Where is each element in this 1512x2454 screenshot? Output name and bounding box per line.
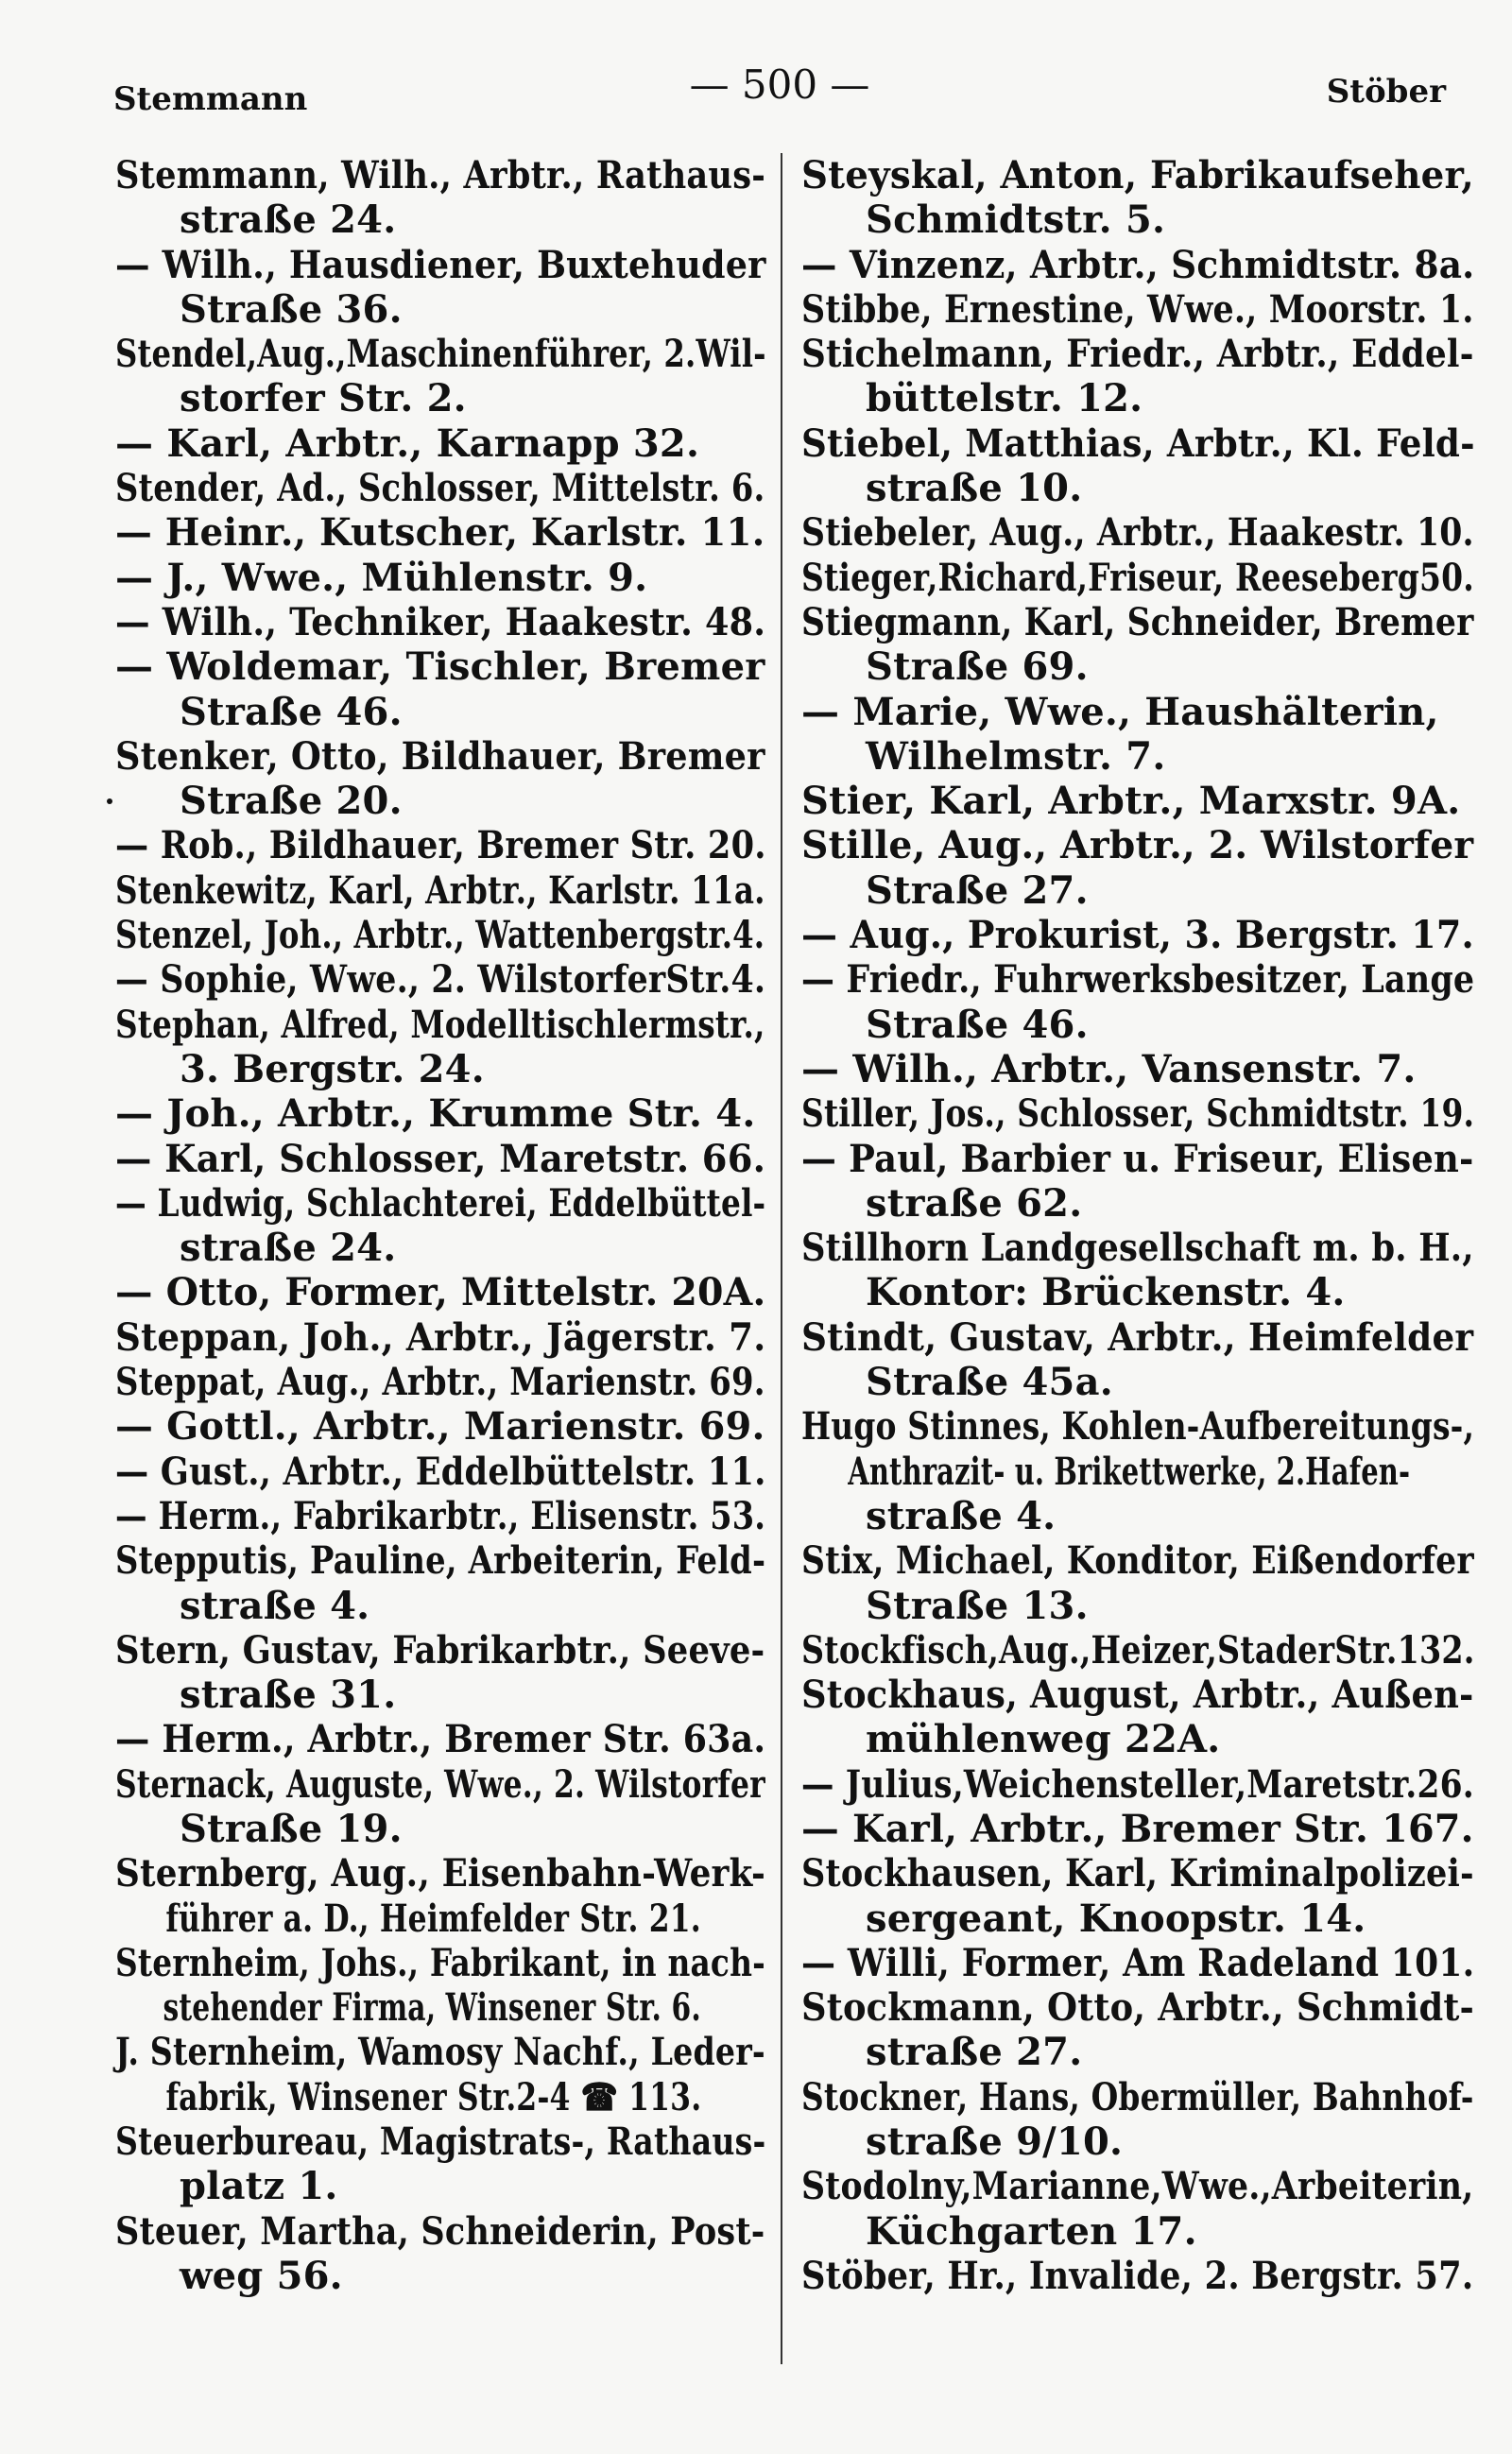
- directory-entry: [801, 779, 1474, 823]
- directory-entry: [115, 1003, 765, 1092]
- entry-line: Stenzel, Joh., Arbtr., Wattenbergstr.4.: [115, 913, 765, 958]
- entry-line: Stiebel, Matthias, Arbtr., Kl. Feld-: [801, 420, 1475, 466]
- entry-line: — Herm., Arbtr., Bremer Str. 63a.: [115, 1717, 766, 1762]
- margin-mark: [107, 798, 112, 804]
- directory-entry: [115, 1762, 765, 1852]
- directory-entry: [115, 1181, 765, 1271]
- directory-entry: [801, 1673, 1474, 1762]
- directory-entry: [801, 1538, 1474, 1628]
- directory-entry: [115, 1270, 765, 1314]
- directory-entry: [115, 1941, 765, 2031]
- directory-entry: [115, 734, 765, 824]
- directory-entry: [115, 1315, 765, 1360]
- entry-line: — Herm., Fabrikarbtr., Elisenstr. 53.: [115, 1493, 766, 1538]
- entry-line: Stenker, Otto, Bildhauer, Bremer: [115, 733, 765, 779]
- directory-entry: [801, 421, 1474, 511]
- entry-continuation-line: straße 24.: [180, 197, 397, 243]
- entry-continuation-line: Schmidtstr. 5.: [866, 197, 1166, 243]
- entry-continuation-line: straße 10.: [866, 466, 1083, 511]
- running-head-right: Stöber: [1326, 73, 1446, 111]
- directory-entry: [115, 1450, 765, 1494]
- directory-entry: [801, 1941, 1474, 1985]
- entry-line: Sternheim, Johs., Fabrikant, in nach-: [115, 1940, 765, 1985]
- entry-continuation-line: straße 4.: [180, 1583, 370, 1628]
- column-divider: [781, 153, 782, 2364]
- entry-continuation-line: sergeant, Knoopstr. 14.: [866, 1896, 1366, 1941]
- directory-entry: [115, 153, 765, 243]
- directory-entry: [801, 510, 1474, 555]
- entry-line: — Woldemar, Tischler, Bremer: [115, 644, 765, 690]
- entry-line: — Marie, Wwe., Haushälterin,: [801, 689, 1439, 734]
- right-column: [801, 153, 1474, 2298]
- entry-line: — Willi, Former, Am Radeland 101.: [801, 1940, 1475, 1985]
- directory-entry: [801, 1985, 1474, 2075]
- entry-continuation-line: straße 31.: [180, 1673, 397, 1718]
- entry-continuation-line: Straße 69.: [866, 644, 1089, 690]
- directory-entry: [801, 2164, 1474, 2254]
- entry-line: — Sophie, Wwe., 2. WilstorferStr.4.: [115, 957, 766, 1003]
- entry-continuation-line: Kontor: Brückenstr. 4.: [866, 1270, 1346, 1315]
- entry-line: Stepputis, Pauline, Arbeiterin, Feld-: [115, 1538, 766, 1584]
- entry-line: Stenkewitz, Karl, Arbtr., Karlstr. 11a.: [115, 867, 765, 913]
- entry-line: — Joh., Arbtr., Krumme Str. 4.: [115, 1091, 756, 1137]
- directory-entry: [801, 287, 1474, 332]
- directory-entry: [801, 1091, 1474, 1136]
- entry-line: Stockhaus, August, Arbtr., Außen-: [801, 1673, 1474, 1718]
- entry-line: Stockhausen, Karl, Kriminalpolizei-: [801, 1851, 1474, 1896]
- entry-line: Steyskal, Anton, Fabrikaufseher,: [801, 153, 1474, 197]
- entry-line: Stiebeler, Aug., Arbtr., Haakestr. 10.: [801, 510, 1474, 556]
- entry-line: — Gust., Arbtr., Eddelbüttelstr. 11.: [115, 1449, 766, 1494]
- directory-entry: [801, 1762, 1474, 1807]
- entry-continuation-line: straße 27.: [866, 2030, 1083, 2075]
- directory-entry: [115, 1091, 765, 1136]
- directory-entry: [115, 868, 765, 913]
- entry-line: Stix, Michael, Konditor, Eißendorfer: [801, 1538, 1474, 1584]
- directory-entry: [801, 600, 1474, 690]
- entry-line: Stier, Karl, Arbtr., Marxstr. 9A.: [801, 779, 1461, 824]
- directory-entry: [801, 823, 1474, 913]
- directory-entry: [115, 1717, 765, 1761]
- directory-entry: [115, 600, 765, 644]
- entry-continuation-line: straße 62.: [866, 1180, 1083, 1226]
- directory-entry: [115, 332, 765, 421]
- directory-entry: [115, 510, 765, 555]
- entry-line: — Wilh., Hausdiener, Buxtehuder: [115, 242, 766, 287]
- entry-line: — Vinzenz, Arbtr., Schmidtstr. 8a.: [801, 242, 1475, 287]
- directory-entry: [801, 1137, 1474, 1227]
- running-head-left: Stemmann: [113, 80, 308, 118]
- entry-continuation-line: 3. Bergstr. 24.: [180, 1046, 485, 1091]
- entry-line: Stendel,Aug.,Maschinenführer, 2.Wil-: [115, 332, 766, 377]
- entry-line: Stockner, Hans, Obermüller, Bahnhof-: [801, 2074, 1474, 2119]
- directory-entry: [801, 1315, 1474, 1405]
- entry-line: — Friedr., Fuhrwerksbesitzer, Lange: [801, 957, 1475, 1003]
- entry-line: Stille, Aug., Arbtr., 2. Wilstorfer: [801, 823, 1474, 868]
- entry-line: Steppan, Joh., Arbtr., Jägerstr. 7.: [115, 1314, 766, 1360]
- entry-line: — Karl, Arbtr., Karnapp 32.: [115, 420, 700, 466]
- entry-line: Stodolny,Marianne,Wwe.,Arbeiterin,: [801, 2164, 1474, 2209]
- directory-entry: [115, 1628, 765, 1718]
- directory-entry: [115, 243, 765, 333]
- page-header: [113, 52, 1446, 128]
- directory-entry: [801, 332, 1474, 421]
- directory-entry: [801, 1807, 1474, 1851]
- entry-line: — Wilh., Techniker, Haakestr. 48.: [115, 599, 766, 644]
- directory-entry: [115, 644, 765, 734]
- entry-line: Stockfisch,Aug.,Heizer,StaderStr.132.: [801, 1627, 1475, 1673]
- entry-continuation-line: Straße 27.: [866, 867, 1089, 913]
- directory-entry: [115, 1851, 765, 1941]
- directory-entry: [115, 421, 765, 466]
- entry-line: — Aug., Prokurist, 3. Bergstr. 17.: [801, 913, 1474, 958]
- entry-line: — Paul, Barbier u. Friseur, Elisen-: [801, 1136, 1474, 1181]
- directory-entry: [801, 153, 1474, 243]
- directory-entry: [115, 2030, 765, 2119]
- entry-line: Stillhorn Landgesellschaft m. b. H.,: [801, 1226, 1474, 1271]
- entry-line: Stöber, Hr., Invalide, 2. Bergstr. 57.: [801, 2253, 1474, 2298]
- entry-line: Stieger,Richard,Friseur, Reeseberg50.: [801, 555, 1474, 600]
- entry-line: Sternack, Auguste, Wwe., 2. Wilstorfer: [115, 1761, 765, 1807]
- directory-entry: [115, 1494, 765, 1538]
- entry-continuation-line: Straße 36.: [180, 286, 403, 332]
- entry-line: Stiegmann, Karl, Schneider, Bremer: [801, 599, 1474, 644]
- directory-entry: [801, 556, 1474, 600]
- directory-entry: [801, 1047, 1474, 1091]
- entry-line: — J., Wwe., Mühlenstr. 9.: [115, 555, 648, 600]
- entry-line: — Wilh., Arbtr., Vansenstr. 7.: [801, 1046, 1417, 1091]
- entry-line: Sternberg, Aug., Eisenbahn-Werk-: [115, 1851, 766, 1896]
- entry-line: Stibbe, Ernestine, Wwe., Moorstr. 1.: [801, 286, 1474, 332]
- entry-line: J. Sternheim, Wamosy Nachf., Leder-: [115, 2030, 765, 2075]
- directory-entry: [801, 2254, 1474, 2298]
- entry-continuation-line: platz 1.: [180, 2164, 338, 2209]
- entry-continuation-line: Straße 46.: [866, 1002, 1089, 1047]
- entry-line: Stern, Gustav, Fabrikarbtr., Seeve-: [115, 1627, 765, 1673]
- entry-line: — Karl, Arbtr., Bremer Str. 167.: [801, 1806, 1474, 1851]
- entry-line: Steppat, Aug., Arbtr., Marienstr. 69.: [115, 1360, 765, 1405]
- page-number: — 500 —: [689, 61, 870, 108]
- directory-entry: [801, 913, 1474, 957]
- directory-entry: [801, 1404, 1474, 1538]
- entry-continuation-line: Straße 46.: [180, 689, 403, 734]
- entry-continuation-line: Straße 45a.: [866, 1360, 1113, 1405]
- entry-line: Stindt, Gustav, Arbtr., Heimfelder: [801, 1314, 1474, 1360]
- directory-entry: [115, 2209, 765, 2299]
- directory-entry: [115, 1360, 765, 1404]
- entry-continuation-line: Küchgarten 17.: [866, 2208, 1197, 2254]
- directory-entry: [801, 1628, 1474, 1673]
- entry-line: Stockmann, Otto, Arbtr., Schmidt-: [801, 1985, 1475, 2031]
- entry-continuation-line: mühlenweg 22A.: [866, 1717, 1221, 1762]
- left-column: [115, 153, 765, 2298]
- entry-continuation-line: büttelstr. 12.: [866, 376, 1143, 421]
- directory-entry: [801, 2075, 1474, 2165]
- entry-continuation-line: straße 4.: [866, 1493, 1057, 1538]
- directory-entry: [801, 243, 1474, 287]
- entry-line: Stiller, Jos., Schlosser, Schmidtstr. 19.: [801, 1091, 1475, 1137]
- directory-entry: [115, 1538, 765, 1628]
- entry-continuation-line: Anthrazit- u. Brikettwerke, 2.Hafen-: [848, 1449, 1411, 1494]
- entry-continuation-line: fabrik, Winsener Str.2-4 ☎ 113.: [165, 2074, 702, 2119]
- entry-continuation-line: weg 56.: [180, 2253, 343, 2298]
- directory-entry: [801, 690, 1474, 780]
- directory-entry: [115, 823, 765, 867]
- entry-line: Hugo Stinnes, Kohlen-Aufbereitungs-,: [801, 1404, 1475, 1450]
- entry-continuation-line: straße 24.: [180, 1226, 397, 1271]
- entry-continuation-line: Straße 19.: [180, 1806, 403, 1851]
- directory-entry: [115, 1137, 765, 1181]
- entry-line: Stephan, Alfred, Modelltischlermstr.,: [115, 1002, 765, 1047]
- entry-continuation-line: storfer Str. 2.: [180, 376, 467, 421]
- directory-entry: [801, 957, 1474, 1047]
- entry-line: Stichelmann, Friedr., Arbtr., Eddel-: [801, 332, 1474, 377]
- entry-continuation-line: Wilhelmstr. 7.: [866, 733, 1166, 779]
- entry-line: — Ludwig, Schlachterei, Eddelbüttel-: [115, 1180, 766, 1226]
- entry-continuation-line: Straße 13.: [866, 1583, 1089, 1628]
- entry-continuation-line: straße 9/10.: [866, 2119, 1124, 2165]
- directory-entry: [115, 913, 765, 957]
- entry-line: Stender, Ad., Schlosser, Mittelstr. 6.: [115, 466, 765, 511]
- directory-entry: [801, 1226, 1474, 1315]
- entry-continuation-line: führer a. D., Heimfelder Str. 21.: [165, 1896, 701, 1941]
- directory-entry: [115, 556, 765, 600]
- entry-line: — Julius,Weichensteller,Maretstr.26.: [801, 1761, 1474, 1807]
- entry-line: — Karl, Schlosser, Maretstr. 66.: [115, 1136, 766, 1181]
- entry-line: — Gottl., Arbtr., Marienstr. 69.: [115, 1404, 765, 1450]
- directory-entry: [115, 2119, 765, 2209]
- directory-entry: [115, 466, 765, 510]
- entry-continuation-line: stehender Firma, Winsener Str. 6.: [163, 1985, 701, 2031]
- directory-entry: [115, 957, 765, 1002]
- entry-continuation-line: Straße 20.: [180, 779, 403, 824]
- directory-entry: [801, 1851, 1474, 1941]
- entry-line: — Otto, Former, Mittelstr. 20A.: [115, 1270, 766, 1315]
- entry-line: Steuerbureau, Magistrats-, Rathaus-: [115, 2119, 766, 2165]
- entry-line: Steuer, Martha, Schneiderin, Post-: [115, 2208, 765, 2254]
- entry-line: — Rob., Bildhauer, Bremer Str. 20.: [115, 823, 766, 868]
- entry-line: Stemmann, Wilh., Arbtr., Rathaus-: [115, 153, 766, 197]
- entry-line: — Heinr., Kutscher, Karlstr. 11.: [115, 510, 765, 556]
- directory-entry: [115, 1404, 765, 1449]
